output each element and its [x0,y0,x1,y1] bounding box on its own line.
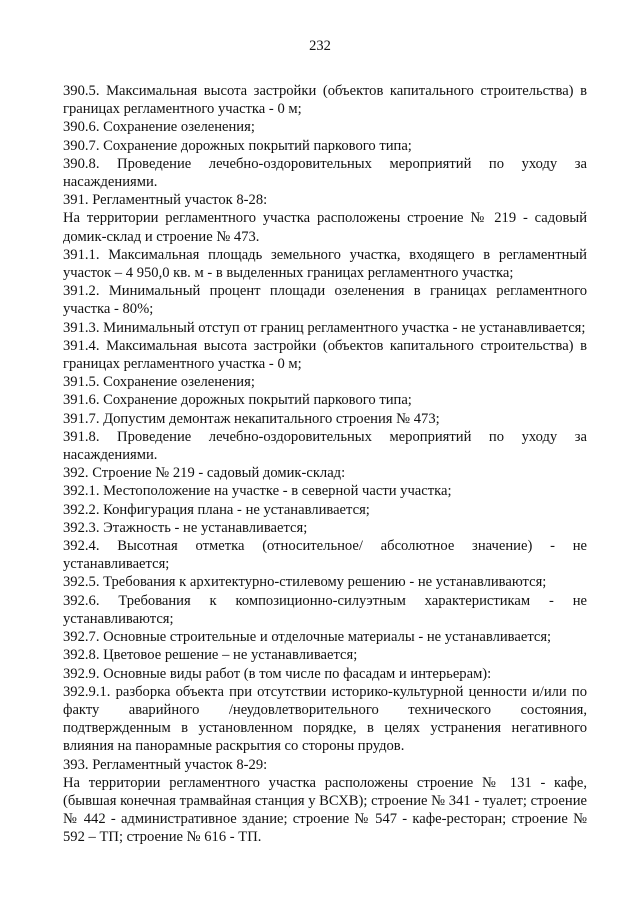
paragraph-390-7: 390.7. Сохранение дорожных покрытий паркового типа; [63,137,412,154]
paragraph-390-8: 390.8. Проведение лечебно-оздоровительных мероприятий по уходу за насаждениями. [63,155,587,191]
paragraph-391-1: 391.1. Максимальная площадь земельного участка, входящего в регламентный участок – 4 950,0 кв. м - в выделенных границах регламентного участка; [63,246,587,282]
paragraph-391-7: 391.7. Допустим демонтаж некапитального строения № 473; [63,410,440,427]
paragraph-391-8: 391.8. Проведение лечебно-оздоровительных мероприятий по уходу за насаждениями. [63,428,587,464]
paragraph-392-9-1: 392.9.1. разборка объекта при отсутствии историко-культурной ценности и/или по факту аварийного /неудовлетворительного технического состояния, подтвержденным в установленном порядке, в целях устранения негативного влияния на панорамные раскрытия со стороны прудов. [63,683,587,755]
paragraph-391-2: 391.2. Минимальный процент площади озеленения в границах регламентного участка - 80%; [63,283,587,318]
paragraph-392-1: 392.1. Местоположение на участке - в северной части участка; [63,483,452,500]
paragraph-392-6: 392.6. Требования к композиционно-силуэтным характеристикам - не устанавливаются; [63,592,587,627]
paragraph-393-intro: На территории регламентного участка расположены строение № 131 - кафе, (бывшая конечная трамвайная станция у ВСХВ); строение № 341 - туалет; строение № 442 - административное здание; строение № 547 - кафе-ресторан; строение № 592 – ТП; строение № 616 - ТП. [63,774,587,846]
paragraph-391-heading: 391. Регламентный участок 8-28: [63,192,268,209]
document-body [63,82,587,847]
paragraph-391-6: 391.6. Сохранение дорожных покрытий паркового типа; [63,392,412,409]
paragraph-390-6: 390.6. Сохранение озеленения; [63,119,255,136]
paragraph-393-heading: 393. Регламентный участок 8-29: [63,756,268,773]
paragraph-391-4: 391.4. Максимальная высота застройки (объектов капитального строительства) в границах регламентного участка - 0 м; [63,337,587,373]
paragraph-392-4: 392.4. Высотная отметка (относительное/ абсолютное значение) - не устанавливается; [63,538,587,573]
paragraph-392-8: 392.8. Цветовое решение – не устанавливается; [63,647,358,664]
paragraph-392-7: 392.7. Основные строительные и отделочные материалы - не устанавливается; [63,629,552,646]
paragraph-392-9: 392.9. Основные виды работ (в том числе по фасадам и интерьерам): [63,665,492,682]
paragraph-392-5: 392.5. Требования к архитектурно-стилевому решению - не устанавливаются; [63,574,547,591]
paragraph-390-5: 390.5. Максимальная высота застройки (объектов капитального строительства) в границах регламентного участка - 0 м; [63,83,587,118]
paragraph-391-3: 391.3. Минимальный отступ от границ регламентного участка - не устанавливается; [63,319,586,336]
page-number: 232 [309,38,331,54]
paragraph-392-heading: 392. Строение № 219 - садовый домик-склад: [63,465,346,482]
paragraph-392-3: 392.3. Этажность - не устанавливается; [63,519,308,536]
paragraph-391-5: 391.5. Сохранение озеленения; [63,374,255,391]
paragraph-391-intro: На территории регламентного участка расположены строение № 219 - садовый домик-склад и строение № 473. [63,210,587,245]
paragraph-392-2: 392.2. Конфигурация плана - не устанавливается; [63,501,370,518]
